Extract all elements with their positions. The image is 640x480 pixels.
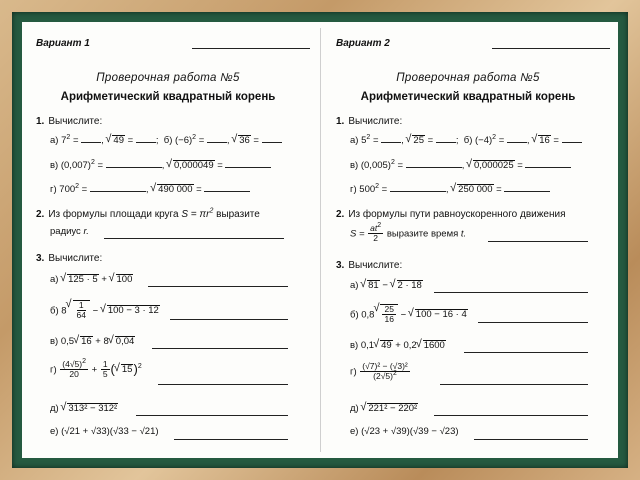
work-title: Проверочная работа №5 [96,72,240,84]
task-2-row: S = $\frac{at^2}{2}$ выразите время t. [350,222,467,244]
task-2-answer-line [104,238,284,239]
work-subtitle: Арифметический квадратный корень [60,91,276,103]
task-3-row-c: в) 0,5√ 16 + 8√ 0,04 [50,336,310,348]
name-blank [492,48,610,49]
task-1-row-c: г) $500^2$ = , √ 250 000 = [350,184,610,196]
task-3-row-d: г) $\frac{(4√5)^2}{20}$ + $\frac{1}{5}$ (√ 15)$^2$ [50,360,310,380]
task-1-row-c: г) $700^2$ = , √ 490 000 = [50,184,310,196]
task-3-row-e: д) √ 313² − 312² [50,403,310,415]
task-1-row-b: в) $(0,005)^2$ = , √ 0,000025 = [350,160,610,172]
task-2-heading: 2. Из формулы пути равноускоренного движения [336,209,566,220]
task-3-row-a: а) √ 81 − √ 2 · 18 [350,280,610,292]
variant-1-column [22,22,314,458]
column-divider [320,28,321,452]
work-subtitle: Арифметический квадратный корень [360,91,576,103]
task-3-row-f: е) (√21 + √33)(√33 − √21) [50,426,159,437]
task-3-row-b: б) 8 √ $\frac{1}{64}$ − √ 100 − 3 · 12 [50,300,310,321]
task-3-row-e: д) √ 221² − 220² [350,403,610,415]
variant-2-column [322,22,614,458]
task-1-row-b: в) $(0,007)^2$ = , √ 0,000049 = [50,160,310,172]
task-3-row-f: е) (√23 + √39)(√39 − √23) [350,426,459,437]
task-2-heading: 2. Из формулы площади круга $S = \pi r^2$ выразите [36,207,260,220]
task-2-answer-line [488,241,588,242]
variant-title: Вариант 2 [336,38,390,49]
task-3-row-a: а) √ 125 · 5 + √ 100 [50,274,310,286]
task-3-row-d: г) $\frac{\text{(√7)² − (√3)²}}{(2√5)^2}$ [350,361,408,382]
task-2-row: радиус r. [50,226,89,237]
task-1-row-a: а) $7^2$ = , √ 49 = ; б) $(-6)^2$ = , √ 36 = [50,135,310,147]
task-3-row-c: в) 0,1√ 49 + 0,2√ 1600 [350,340,610,352]
task-3-row-b: б) 0,8 √ $\frac{25}{16}$ − √ 100 − 16 · 4 [350,304,610,325]
task-1-heading: 1. Вычислите: [336,116,403,127]
variant-title: Вариант 1 [36,38,90,49]
worksheet [22,22,618,458]
work-title: Проверочная работа №5 [396,72,540,84]
task-1-heading: 1. Вычислите: [36,116,103,127]
task-3-heading: 3. Вычислите: [336,260,403,271]
task-3-heading: 3. Вычислите: [36,253,103,264]
task-1-row-a: а) $5^2$ = , √ 25 = ; б) $(-4)^2$ = , √ 16 = [350,135,610,147]
name-blank [192,48,310,49]
